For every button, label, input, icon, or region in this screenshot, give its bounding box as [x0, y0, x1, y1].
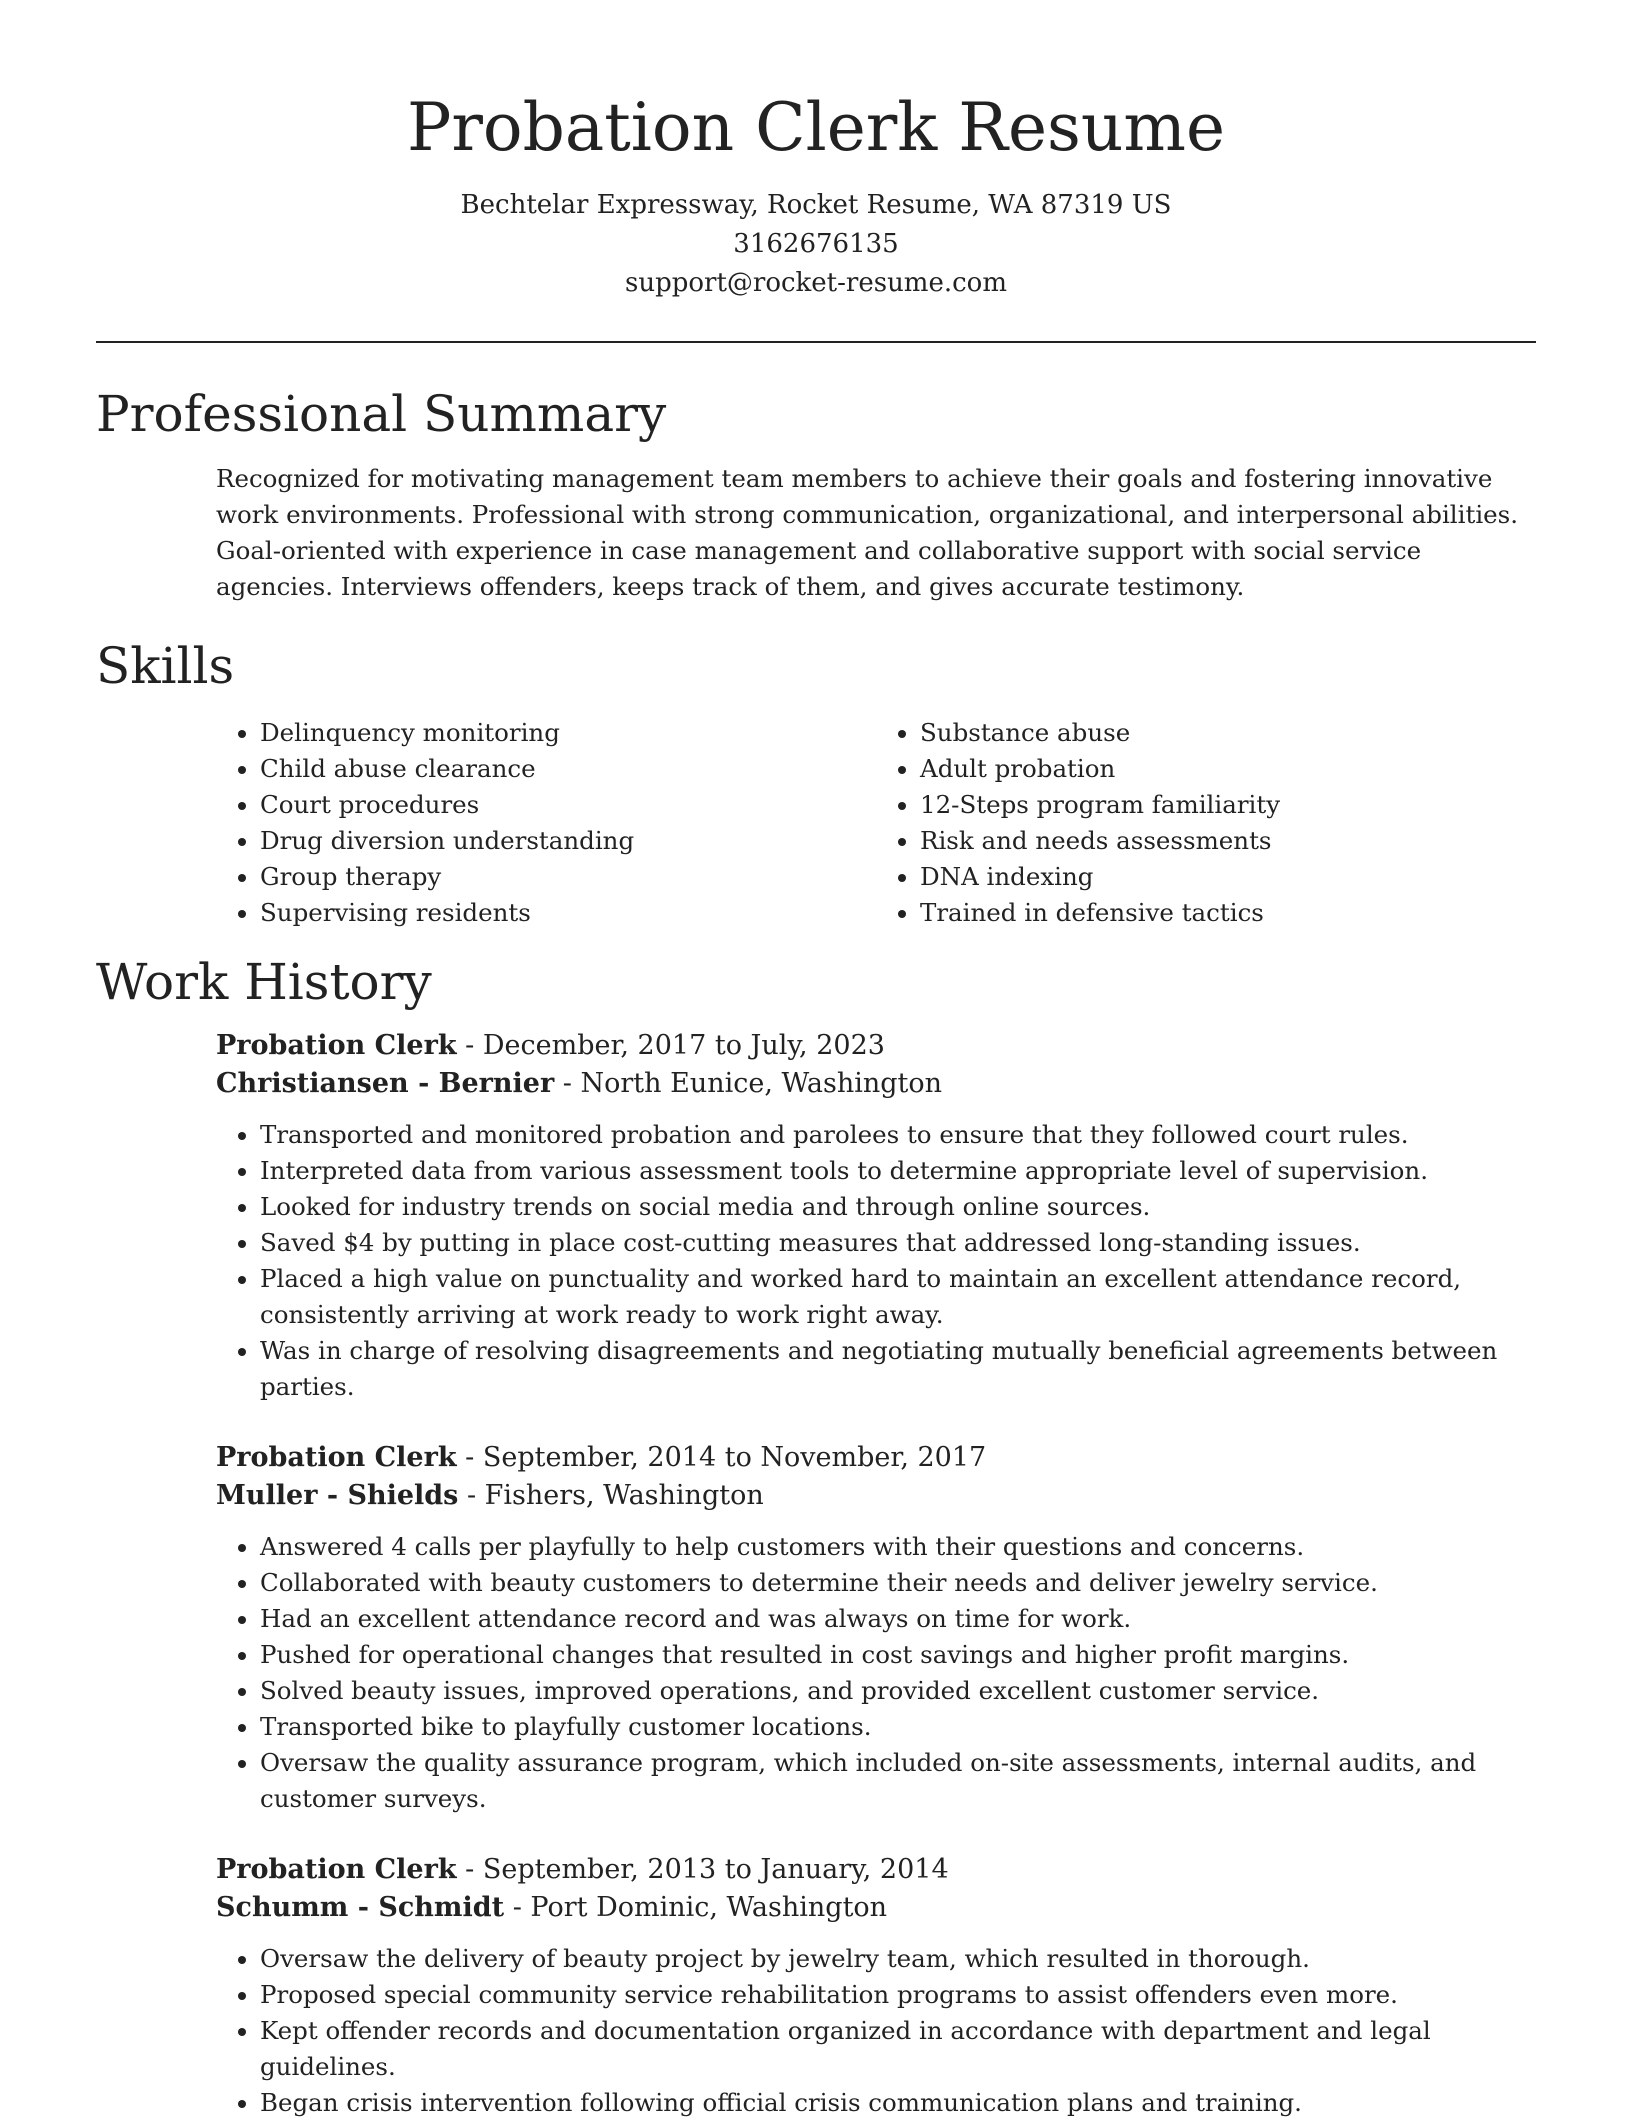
skill-item: • Supervising residents [260, 895, 876, 931]
skill-item: • Trained in defensive tactics [920, 895, 1536, 931]
job-bullet: • Oversaw the delivery of beauty project by jewelry team, which resulted in thorough. [260, 1941, 1536, 1977]
job-title-line [216, 1027, 1536, 1065]
job-separator: - [465, 1030, 483, 1061]
job-title: Probation Clerk [216, 1442, 457, 1473]
job-bullet: • Looked for industry trends on social media and through online sources. [260, 1189, 1536, 1225]
job-bullet: • Placed a high value on punctuality and worked hard to maintain an excellent attendance record, consistently arriving at work ready to work right away. [260, 1261, 1536, 1333]
skill-item: • Group therapy [260, 859, 876, 895]
summary-body [96, 461, 1536, 605]
job-bullet: • Proposed special community service rehabilitation programs to assist offenders even more. [260, 1977, 1536, 2013]
skills-section [96, 633, 1536, 931]
work-body [96, 1027, 1536, 2121]
job-company: Schumm - Schmidt [216, 1892, 505, 1923]
skill-item: • Risk and needs assessments [920, 823, 1536, 859]
contact-phone: 3162676135 [733, 229, 899, 259]
job-bullet: • Collaborated with beauty customers to determine their needs and deliver jewelry service. [260, 1565, 1536, 1601]
job-location: Fishers, Washington [484, 1480, 764, 1511]
job-entry [216, 1439, 1536, 1817]
summary-heading: Professional Summary [96, 385, 667, 443]
job-bullet: • Oversaw the quality assurance program, which included on-site assessments, internal audits, and customer surveys. [260, 1745, 1536, 1817]
resume-title: Probation Clerk Resume [406, 89, 1226, 166]
skills-body [96, 715, 1536, 931]
job-dates: September, 2013 to January, 2014 [482, 1854, 949, 1885]
work-heading: Work History [96, 953, 432, 1011]
skill-item: • Substance abuse [920, 715, 1536, 751]
job-title-line [216, 1851, 1536, 1889]
job-entry [216, 1851, 1536, 2121]
contact-block [96, 186, 1536, 303]
job-company-line [216, 1889, 1536, 1927]
header-divider [96, 341, 1536, 343]
job-bullet: • Pushed for operational changes that resulted in cost savings and higher profit margins. [260, 1637, 1536, 1673]
job-location: Port Dominic, Washington [530, 1892, 888, 1923]
skill-item: • Child abuse clearance [260, 751, 876, 787]
job-separator: - [466, 1480, 485, 1511]
job-separator: - [512, 1892, 531, 1923]
summary-text: Recognized for motivating management team members to achieve their goals and fostering innovative work environments. Professional with strong communication, organizational, and interpersonal abilities. Goal-oriented with experience in case management and collaborative support with social service agencies. Interviews offenders, keeps track of them, and gives accurate testimony. [216, 464, 1519, 601]
job-bullet: • Transported bike to playfully customer locations. [260, 1709, 1536, 1745]
job-separator: - [465, 1854, 483, 1885]
job-company-line [216, 1477, 1536, 1515]
job-bullet: • Saved $4 by putting in place cost-cutting measures that addressed long-standing issues. [260, 1225, 1536, 1261]
job-bullet: • Interpreted data from various assessment tools to determine appropriate level of supervision. [260, 1153, 1536, 1189]
skills-list-right [876, 715, 1536, 931]
job-bullet: • Solved beauty issues, improved operations, and provided excellent customer service. [260, 1673, 1536, 1709]
skills-list-left [216, 715, 876, 931]
skill-item: • 12-Steps program familiarity [920, 787, 1536, 823]
job-dates: September, 2014 to November, 2017 [482, 1442, 987, 1473]
job-bullet: • Began crisis intervention following official crisis communication plans and training. [260, 2085, 1536, 2121]
job-separator: - [562, 1068, 581, 1099]
skill-item: • Delinquency monitoring [260, 715, 876, 751]
job-company: Muller - Shields [216, 1480, 459, 1511]
job-bullet: • Was in charge of resolving disagreements and negotiating mutually beneficial agreements between parties. [260, 1333, 1536, 1405]
job-entry [216, 1027, 1536, 1405]
job-title: Probation Clerk [216, 1854, 457, 1885]
contact-email: support@rocket-resume.com [624, 268, 1007, 298]
skills-heading: Skills [96, 637, 235, 695]
job-separator: - [465, 1442, 483, 1473]
job-title-line [216, 1439, 1536, 1477]
job-bullet: • Kept offender records and documentation organized in accordance with department and legal guidelines. [260, 2013, 1536, 2085]
work-section [96, 949, 1536, 2121]
job-company: Christiansen - Bernier [216, 1068, 555, 1099]
skills-grid [216, 715, 1536, 931]
job-title: Probation Clerk [216, 1030, 457, 1061]
summary-section [96, 381, 1536, 605]
job-bullet: • Transported and monitored probation and parolees to ensure that they followed court rules. [260, 1117, 1536, 1153]
job-bullet: • Answered 4 calls per playfully to help customers with their questions and concerns. [260, 1529, 1536, 1565]
skill-item: • Adult probation [920, 751, 1536, 787]
job-bullets [216, 1941, 1536, 2121]
skill-item: • Court procedures [260, 787, 876, 823]
job-company-line [216, 1065, 1536, 1103]
job-bullet: • Had an excellent attendance record and was always on time for work. [260, 1601, 1536, 1637]
job-bullets [216, 1117, 1536, 1405]
job-location: North Eunice, Washington [580, 1068, 943, 1099]
contact-address: Bechtelar Expressway, Rocket Resume, WA 87319 US [460, 190, 1172, 220]
job-bullets [216, 1529, 1536, 1817]
skill-item: • Drug diversion understanding [260, 823, 876, 859]
skill-item: • DNA indexing [920, 859, 1536, 895]
job-dates: December, 2017 to July, 2023 [482, 1030, 885, 1061]
